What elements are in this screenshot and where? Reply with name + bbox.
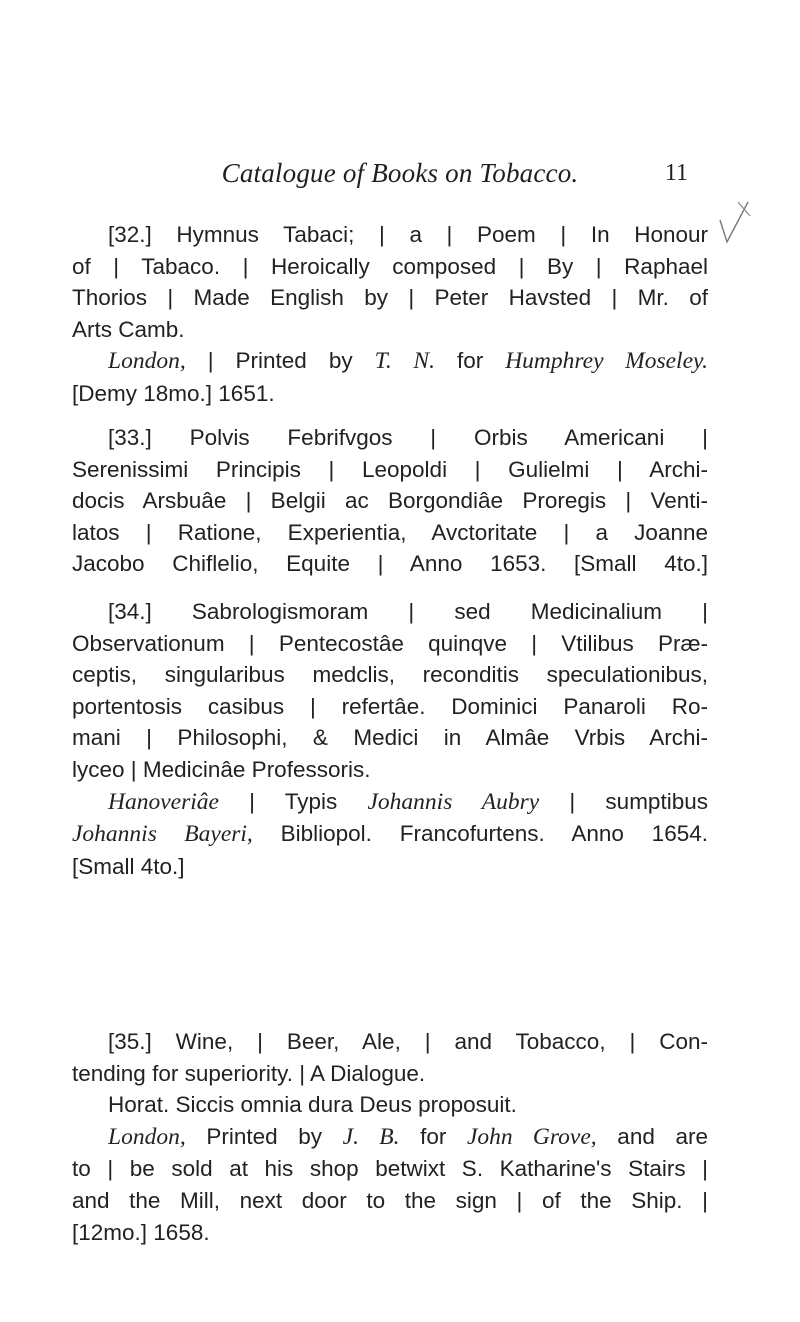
- entry-line: Serenissimi Principis | Leopoldi | Gulielmi | Archi-: [72, 456, 708, 482]
- page-title: Catalogue of Books on Tobacco.: [221, 158, 579, 188]
- entry-line: [32.] Hymnus Tabaci; | a | Poem | In Honour: [108, 222, 708, 247]
- entry-line: Observationum | Pentecostâe quinqve | Vtilibus Præ-: [72, 630, 708, 656]
- imprint-text: Bibliopol. Francofurtens. Anno 1654.: [252, 821, 708, 847]
- imprint-publisher: John Grove,: [467, 1123, 597, 1150]
- running-head: [0, 158, 800, 192]
- entry-line: and the Mill, next door to the sign | of the Ship. |: [72, 1187, 708, 1213]
- page-number: 11: [664, 160, 688, 186]
- entry-line: lyceo | Medicinâe Professoris.: [72, 756, 371, 782]
- catalogue-entry-32: [72, 219, 708, 410]
- imprint-text: | Typis: [218, 788, 368, 814]
- entry-line: docis Arsbuâe | Belgii ac Borgondiâe Proregis | Venti-: [72, 488, 708, 514]
- imprint-place: London,: [108, 1123, 186, 1150]
- entry-line: ceptis, singularibus medclis, reconditis speculationibus,: [72, 662, 708, 688]
- entry-line: tending for superiority. | A Dialogue.: [72, 1060, 426, 1086]
- imprint-printer: Johannis Aubry: [367, 788, 540, 815]
- catalogue-entry-33: [72, 422, 708, 580]
- imprint-text: for: [399, 1123, 467, 1149]
- motto-line: Horat. Siccis omnia dura Deus proposuit.: [108, 1092, 517, 1118]
- format-line: [12mo.] 1658.: [72, 1219, 210, 1245]
- imprint-place: Hanoveriâe: [108, 788, 219, 815]
- entry-line: of | Tabaco. | Heroically composed | By | Raphael: [72, 253, 708, 279]
- checkmark-annotation: [718, 198, 752, 250]
- entry-line: Thorios | Made English by | Peter Havsted | Mr. of: [72, 285, 708, 311]
- imprint-line: [72, 1121, 708, 1154]
- imprint-printer: J. B.: [342, 1123, 400, 1150]
- entry-line: Jacobo Chiflelio, Equite | Anno 1653. [Small 4to.]: [72, 551, 708, 577]
- imprint-line: [72, 345, 708, 378]
- catalogue-entry-35: [72, 1026, 708, 1248]
- catalogue-entry-34: [72, 596, 708, 882]
- imprint-text: and are: [596, 1123, 708, 1149]
- imprint-line: [72, 786, 708, 819]
- format-line: [Demy 18mo.] 1651.: [72, 380, 275, 406]
- entry-line: latos | Ratione, Experientia, Avctoritate | a Joanne: [72, 519, 708, 545]
- imprint-publisher: Johannis Bayeri,: [72, 821, 253, 848]
- imprint-text: | sumptibus: [539, 788, 708, 814]
- format-line: [Small 4to.]: [72, 853, 185, 879]
- entry-line: to | be sold at his shop betwixt S. Katharine's Stairs |: [72, 1156, 708, 1182]
- entry-line: [33.] Polvis Febrifvgos | Orbis Americani |: [108, 425, 708, 450]
- entry-line: Arts Camb.: [72, 316, 185, 342]
- imprint-text: | Printed by: [185, 348, 375, 374]
- imprint-printer: T. N.: [374, 348, 435, 375]
- imprint-publisher: Humphrey Moseley.: [505, 348, 709, 375]
- imprint-line: [72, 818, 708, 851]
- entry-line: portentosis casibus | refertâe. Dominici Panaroli Ro-: [72, 693, 708, 719]
- imprint-text: Printed by: [185, 1123, 343, 1149]
- imprint-text: for: [434, 348, 506, 374]
- entry-line: [34.] Sabrologismoram | sed Medicinalium |: [108, 599, 708, 624]
- entry-line: [35.] Wine, | Beer, Ale, | and Tobacco, | Con-: [108, 1029, 708, 1054]
- imprint-place: London,: [108, 348, 186, 375]
- entry-line: mani | Philosophi, & Medici in Almâe Vrbis Archi-: [72, 725, 708, 751]
